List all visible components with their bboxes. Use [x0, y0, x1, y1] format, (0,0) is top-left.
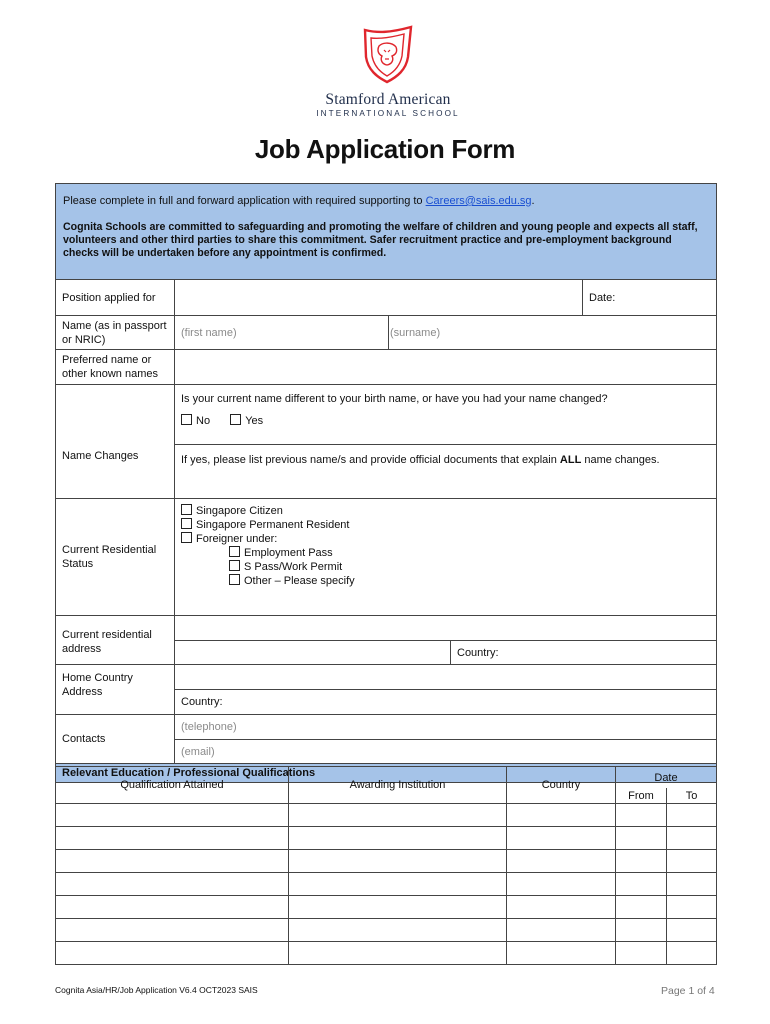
preferred-name-row	[56, 350, 717, 385]
to-cell[interactable]	[667, 919, 717, 942]
position-input[interactable]	[175, 280, 583, 316]
institution-cell[interactable]	[289, 850, 507, 873]
no-checkbox[interactable]	[181, 414, 192, 425]
telephone-row	[56, 715, 717, 740]
preferred-name-label: Preferred name or other known names	[56, 350, 175, 385]
col-qualification: Qualification Attained	[56, 767, 289, 804]
previous-names-instructions-end: name changes.	[581, 454, 660, 466]
qualifications-header-row	[56, 767, 717, 789]
qualification-cell[interactable]	[56, 942, 289, 965]
intro-box	[56, 184, 717, 280]
qualification-cell[interactable]	[56, 804, 289, 827]
institution-cell[interactable]	[289, 919, 507, 942]
address-input[interactable]	[175, 616, 717, 641]
name-changes-label: Name Changes	[56, 385, 175, 499]
surname-input[interactable]	[389, 316, 717, 350]
home-address-label: Home Country Address	[56, 665, 175, 715]
name-change-question-cell	[175, 385, 717, 445]
qualification-cell[interactable]	[56, 827, 289, 850]
school-subtitle: INTERNATIONAL SCHOOL	[316, 109, 460, 118]
address-line-2-input[interactable]	[175, 641, 451, 665]
option-label: Employment Pass	[244, 547, 333, 559]
country-cell[interactable]	[507, 827, 616, 850]
from-cell[interactable]	[616, 827, 667, 850]
previous-names-emphasis: ALL	[559, 454, 582, 466]
home-address-row	[56, 665, 717, 690]
from-cell[interactable]	[616, 942, 667, 965]
contacts-label: Contacts	[56, 715, 175, 764]
col-date-to: To	[667, 788, 717, 803]
col-date: Date	[616, 767, 717, 789]
address-row	[56, 616, 717, 641]
intro-text-end: .	[531, 195, 535, 207]
qualification-cell[interactable]	[56, 873, 289, 896]
option-label: S Pass/Work Permit	[244, 561, 343, 573]
school-logo	[310, 24, 466, 118]
name-label: Name (as in passport or NRIC)	[56, 316, 175, 350]
previous-names-input[interactable]	[175, 445, 717, 499]
to-cell[interactable]	[667, 804, 717, 827]
careers-email-link[interactable]: Careers@sais.edu.sg	[425, 195, 532, 207]
qualifications-heading: Relevant Education / Professional Qualifications	[56, 764, 717, 783]
col-date-from: From	[616, 788, 667, 803]
qualification-cell[interactable]	[56, 919, 289, 942]
from-cell[interactable]	[616, 919, 667, 942]
to-cell[interactable]	[667, 896, 717, 919]
checkbox-icon[interactable]	[181, 504, 192, 515]
checkbox-icon[interactable]	[229, 560, 240, 571]
checkbox-icon[interactable]	[181, 532, 192, 543]
table-row	[56, 827, 717, 850]
residential-status-row	[56, 499, 717, 616]
table-row	[56, 850, 717, 873]
table-row	[56, 942, 717, 965]
name-change-question: Is your current name different to your birth name, or have you had your name changed?	[181, 393, 608, 405]
table-row	[56, 896, 717, 919]
country-cell[interactable]	[507, 942, 616, 965]
option-label: Singapore Permanent Resident	[196, 519, 350, 531]
option-employment-pass[interactable]	[181, 546, 710, 560]
table-row	[56, 804, 717, 827]
from-cell[interactable]	[616, 804, 667, 827]
col-institution: Awarding Institution	[289, 767, 507, 804]
qualification-cell[interactable]	[56, 896, 289, 919]
option-label: Other – Please specify	[244, 575, 355, 587]
country-cell[interactable]	[507, 804, 616, 827]
residential-status-label: Current Residential Status	[56, 499, 175, 616]
yes-checkbox[interactable]	[230, 414, 241, 425]
email-input[interactable]: (email)	[175, 740, 717, 764]
application-form-table	[55, 183, 717, 783]
school-name: Stamford American	[325, 91, 451, 108]
name-changes-row	[56, 385, 717, 445]
from-cell[interactable]	[616, 873, 667, 896]
first-name-input[interactable]: (first name)	[175, 316, 389, 350]
to-cell[interactable]	[667, 827, 717, 850]
page-title: Job Application Form	[254, 134, 516, 164]
telephone-input[interactable]: (telephone)	[175, 715, 717, 740]
residential-status-options	[175, 499, 717, 616]
intro-row	[56, 184, 717, 280]
qualification-cell[interactable]	[56, 850, 289, 873]
country-cell[interactable]	[507, 873, 616, 896]
address-country-field[interactable]	[451, 641, 717, 665]
lion-crest-icon	[359, 24, 417, 86]
checkbox-icon[interactable]	[181, 518, 192, 529]
surname-placeholder: (surname)	[390, 327, 441, 339]
to-cell[interactable]	[667, 873, 717, 896]
option-singapore-citizen[interactable]	[181, 504, 710, 518]
to-cell[interactable]	[667, 942, 717, 965]
date-field[interactable]	[583, 280, 717, 316]
qualifications-table	[55, 766, 717, 965]
option-label: Foreigner under:	[196, 533, 278, 545]
safeguarding-statement: Cognita Schools are committed to safeguarding and promoting the welfare of children and young people and expects all staff, volunteers and other third parties to share this commitment. Safer recruitment practice and pre-employment background checks will be undertaken before any appointment is confirmed.	[63, 221, 698, 259]
home-address-input[interactable]	[175, 665, 717, 690]
institution-cell[interactable]	[289, 873, 507, 896]
option-label: Singapore Citizen	[196, 505, 283, 517]
home-country-label: Country:	[181, 696, 223, 708]
no-label: No	[196, 415, 211, 427]
option-other[interactable]	[181, 574, 710, 588]
footer-reference: Cognita Asia/HR/Job Application V6.4 OCT2023 SAIS	[55, 985, 258, 995]
country-cell[interactable]	[507, 919, 616, 942]
col-country: Country	[507, 767, 616, 804]
home-country-field[interactable]	[175, 690, 717, 715]
address-label: Current residential address	[56, 616, 175, 665]
institution-cell[interactable]	[289, 827, 507, 850]
intro-text: Please complete in full and forward application with required supporting to	[63, 195, 426, 207]
yes-label: Yes	[245, 415, 264, 427]
intro-instructions	[63, 194, 709, 208]
position-row	[56, 280, 717, 316]
page-number: Page 1 of 4	[661, 985, 715, 997]
previous-names-instructions: If yes, please list previous name/s and provide official documents that explain	[181, 454, 560, 466]
institution-cell[interactable]	[289, 804, 507, 827]
from-cell[interactable]	[616, 896, 667, 919]
country-cell[interactable]	[507, 896, 616, 919]
table-row	[56, 919, 717, 942]
checkbox-icon[interactable]	[229, 574, 240, 585]
address-country-label: Country:	[457, 646, 499, 659]
institution-cell[interactable]	[289, 942, 507, 965]
preferred-name-input[interactable]	[175, 350, 717, 385]
position-label: Position applied for	[56, 280, 175, 316]
name-row	[56, 316, 717, 350]
institution-cell[interactable]	[289, 896, 507, 919]
checkbox-icon[interactable]	[229, 546, 240, 557]
date-label: Date:	[589, 291, 616, 304]
table-row	[56, 873, 717, 896]
to-cell[interactable]	[667, 850, 717, 873]
option-foreigner[interactable]	[181, 532, 710, 546]
option-s-pass[interactable]	[181, 560, 710, 574]
option-permanent-resident[interactable]	[181, 518, 710, 532]
name-change-options	[181, 414, 710, 428]
from-cell[interactable]	[616, 850, 667, 873]
country-cell[interactable]	[507, 850, 616, 873]
